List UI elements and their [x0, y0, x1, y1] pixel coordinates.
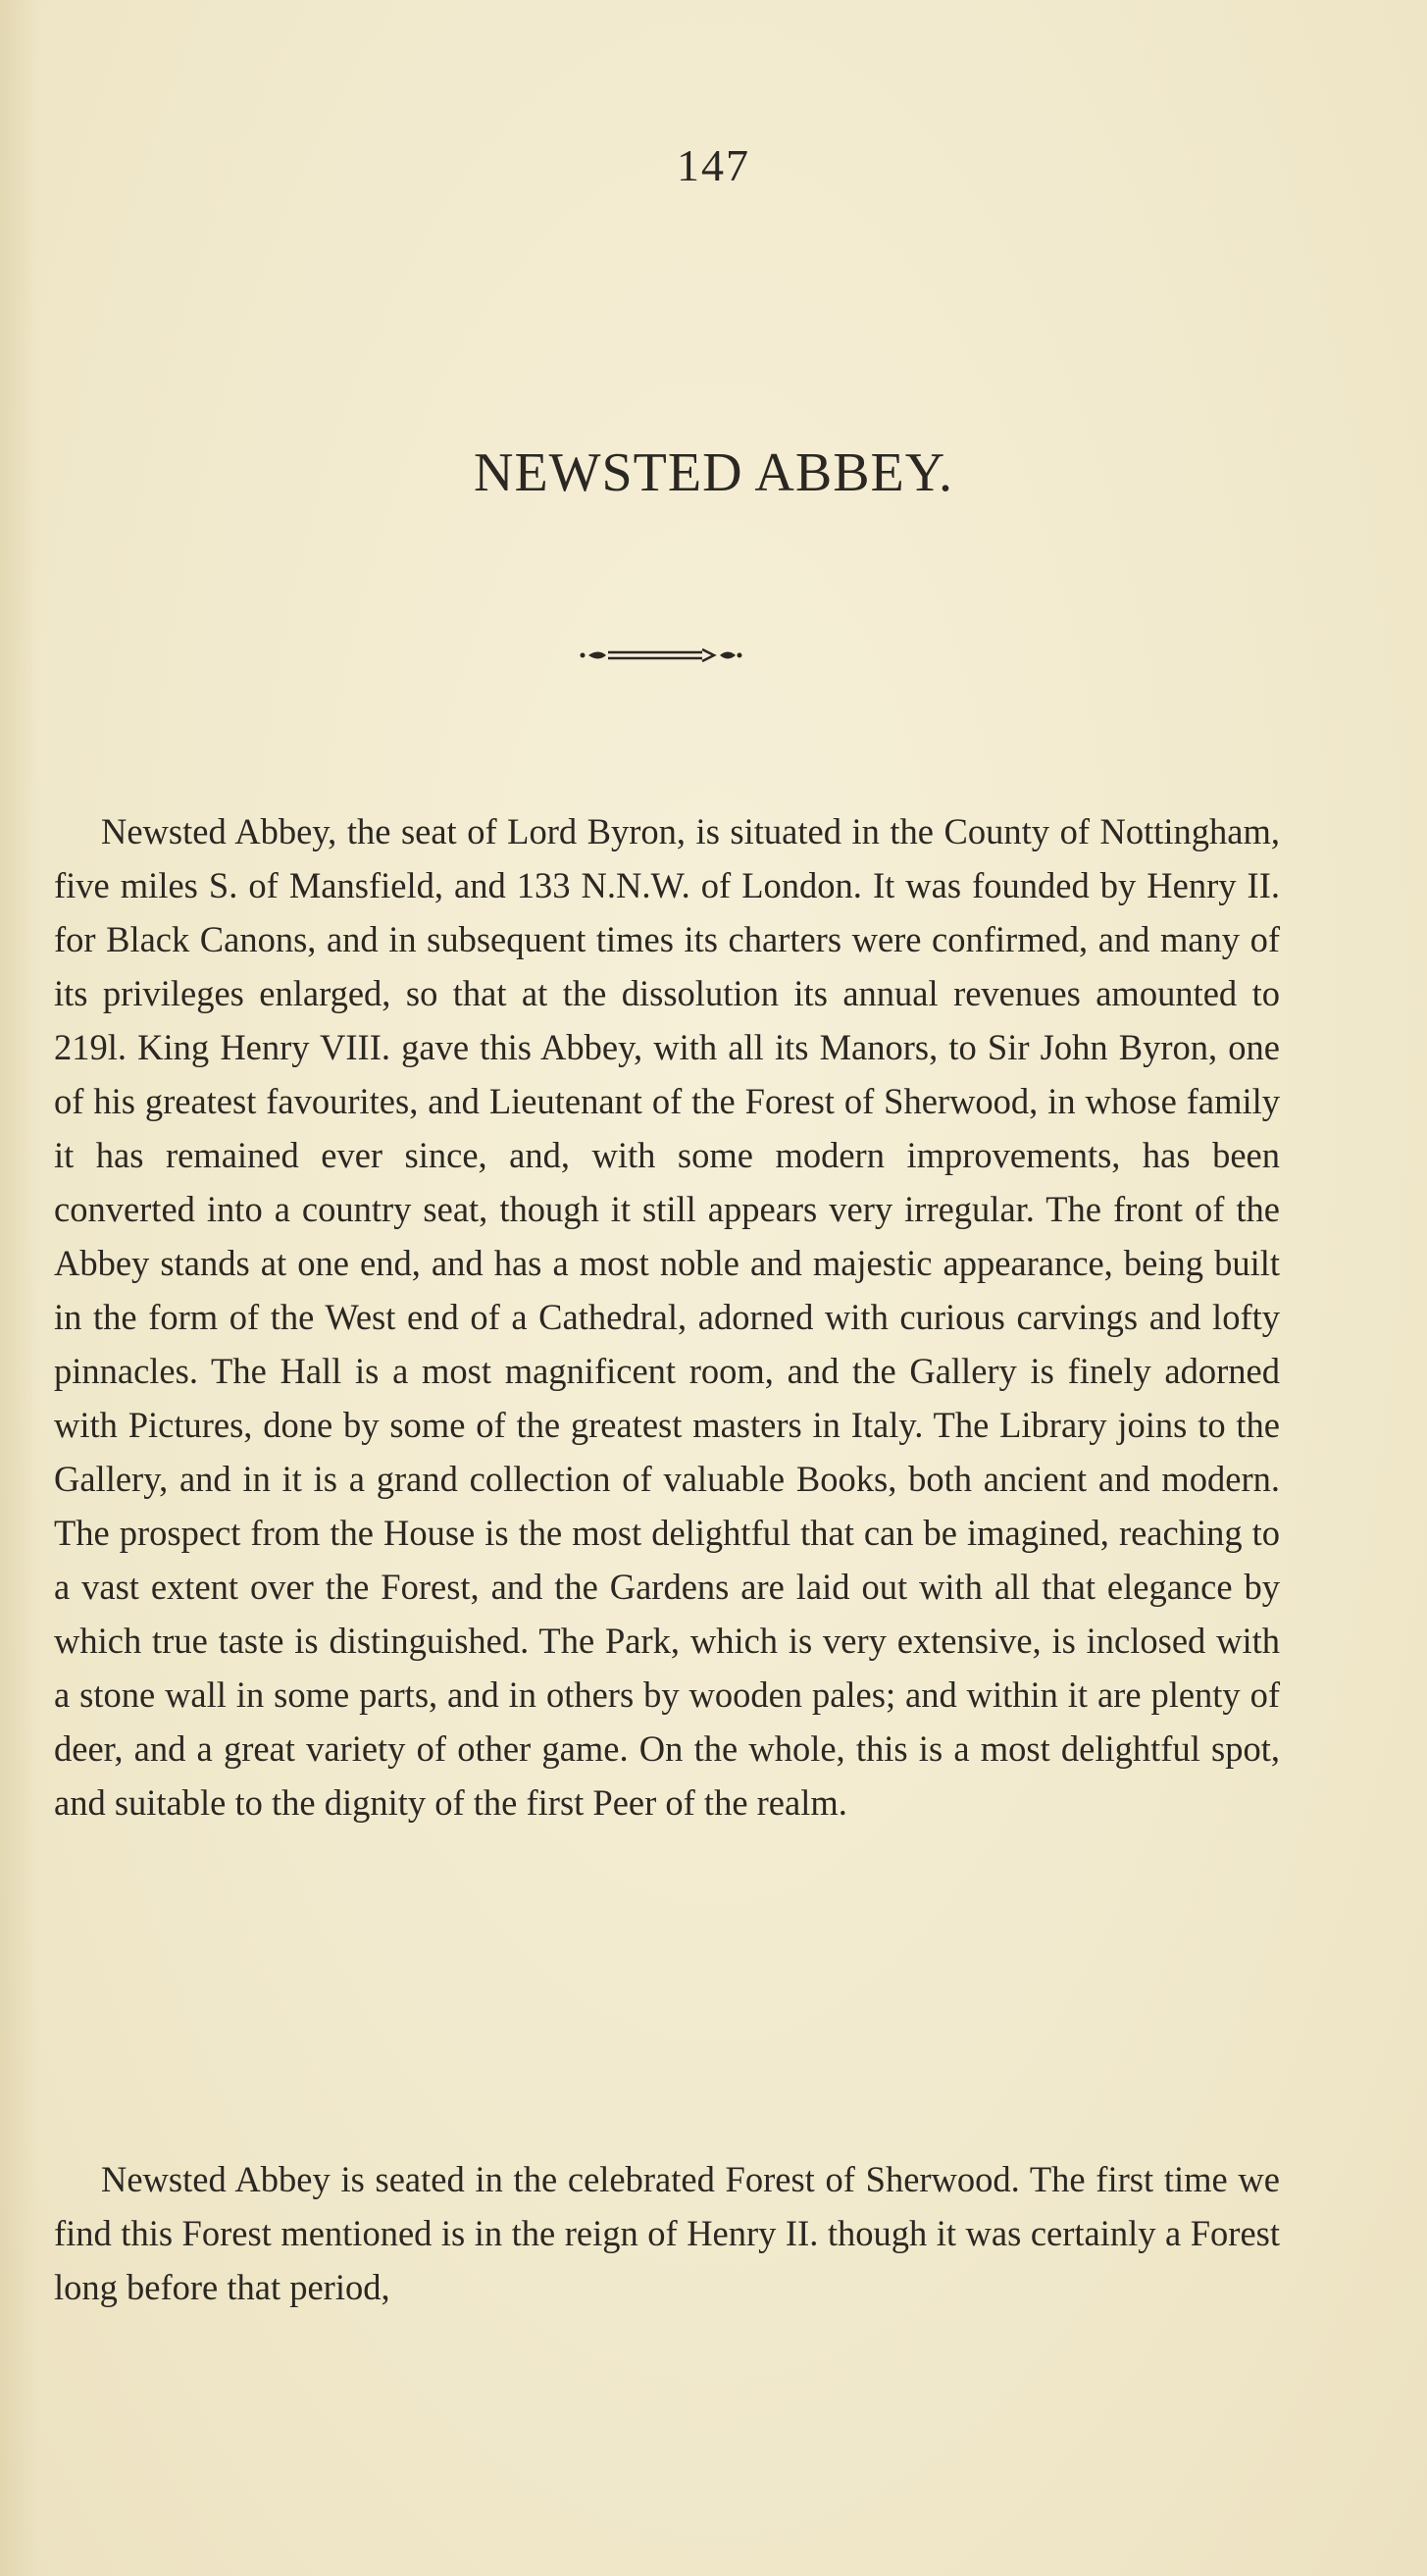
chapter-title: NEWSTED ABBEY.: [474, 442, 953, 503]
paragraph-2: [54, 2152, 1280, 2314]
paragraph-1: [54, 804, 1280, 1829]
page-gutter-shade: [0, 0, 39, 2576]
paragraph-text: Newsted Abbey, the seat of Lord Byron, is situated in the County of Nottingham, five miles S. of Mansfield, and 133 N.N.W. of London. It was founded by Henry II. for Black Canons, and in subsequent times its charters were confirmed, and many of its privileges enlarged, so that at the dissolution its annual revenues amounted to 219l. King Henry VIII. gave this Abbey, with all its Manors, to Sir John Byron, one of his greatest favourites, and Lieutenant of the Forest of Sherwood, in whose family it has remained ever since, and, with some modern improvements, has been converted into a country seat, though it still appears very irregular. The front of the Abbey stands at one end, and has a most noble and majestic appearance, being built in the form of the West end of a Cathedral, adorned with curious carvings and lofty pinnacles. The Hall is a most magnificent room, and the Gallery is finely adorned with Pictures, done by some of the greatest masters in Italy. The Library joins to the Gallery, and in it is a grand collection of valuable Books, both ancient and modern. The prospect from the House is the most delightful that can be imagined, reaching to a vast extent over the Forest, and the Gardens are laid out with all that elegance by which true taste is distinguished. The Park, which is very extensive, is inclosed with a stone wall in some parts, and in others by wooden pales; and within it are plenty of deer, and a great variety of other game. On the whole, this is a most delightful spot, and suitable to the dignity of the first Peer of the realm.: [54, 811, 1280, 1823]
ornament-divider-icon: [577, 638, 743, 673]
page-number: 147: [677, 140, 750, 190]
paragraph-text: Newsted Abbey is seated in the celebrated Forest of Sherwood. The first time we find this Forest mentioned is in the reign of Henry II. though it was certainly a Forest long before that period,: [54, 2159, 1280, 2307]
